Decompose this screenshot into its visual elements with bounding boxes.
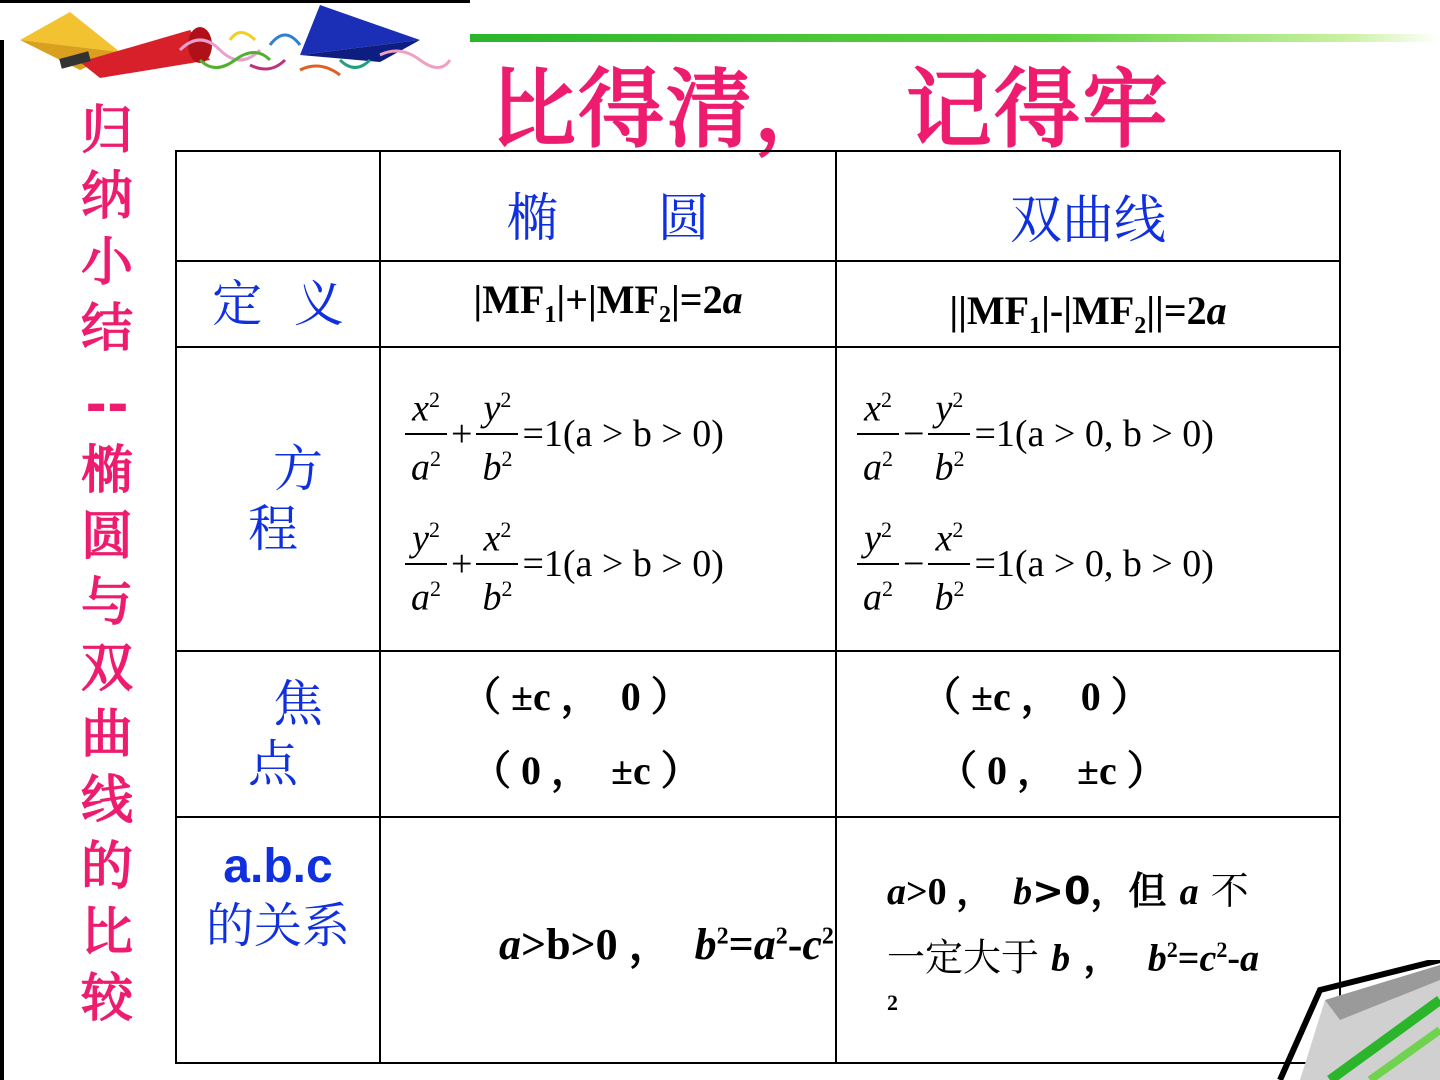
ellipse-equation-1: $\frac{x^2}{a^2}$ + $\frac{y^2}{b^2}$ =1(a > b > 0) xyxy=(401,369,835,499)
left-border-line xyxy=(0,40,4,1080)
comparison-table xyxy=(175,150,1341,1064)
relation-label-line1: a.b.c xyxy=(223,840,333,893)
side-title-char: 曲 xyxy=(80,705,133,765)
equation-hyperbola xyxy=(836,347,1340,651)
definition-label: 定 义 xyxy=(176,261,380,347)
side-title-char: 结 xyxy=(80,299,133,359)
relation-hyperbola-line2: 一定大于 b ， $b^2=c^2-a$ xyxy=(887,935,1259,980)
focus-label-line2: 点 xyxy=(248,735,298,793)
focus-hyperbola xyxy=(836,651,1340,817)
hyperbola-equation-1: $\frac{x^2}{a^2}$ − $\frac{y^2}{b^2}$ =1(a > 0, b > 0) xyxy=(853,369,1339,499)
table-row xyxy=(176,151,1340,261)
side-title-char: 归 xyxy=(80,101,133,161)
equation-label-line1: 方 xyxy=(273,440,323,498)
side-title-char: 的 xyxy=(80,837,133,897)
ellipse-equation-2: $\frac{y^2}{a^2}$ + $\frac{x^2}{b^2}$ =1(a > b > 0) xyxy=(401,499,835,629)
relation-ellipse: a>b>0 ， $b^2=a^2-c^2$ xyxy=(380,817,836,1063)
header-ellipse: 椭 圆 xyxy=(380,151,836,261)
focus-hyperbola-1: （ ±c ， 0 ） xyxy=(921,674,1151,719)
focus-ellipse-2: （ 0 ， ±c ） xyxy=(471,748,701,793)
page-curl-decoration-icon xyxy=(1270,960,1440,1080)
relation-hyperbola xyxy=(836,817,1340,1063)
side-title xyxy=(76,98,138,1032)
table-row xyxy=(176,651,1340,817)
focus-ellipse-1: （ ±c ， 0 ） xyxy=(461,674,691,719)
side-title-char: 线 xyxy=(80,771,133,831)
party-horn-decoration-icon xyxy=(0,0,470,90)
equation-label xyxy=(176,347,380,651)
table-row xyxy=(176,261,1340,347)
side-title-char: -- xyxy=(85,375,129,435)
side-title-char: 双 xyxy=(80,639,133,699)
relation-label xyxy=(176,817,380,1063)
side-title-char: 纳 xyxy=(80,167,133,227)
table-row xyxy=(176,347,1340,651)
page-title: 比得清， 记得牢 xyxy=(490,60,1170,160)
equation-label-line2: 程 xyxy=(248,500,298,558)
equation-ellipse xyxy=(380,347,836,651)
focus-label-line1: 焦 xyxy=(273,675,323,733)
side-title-char: 圆 xyxy=(80,507,133,567)
relation-hyperbola-line1: a>0 ， b>0，但 a 不 xyxy=(887,869,1249,913)
side-title-char: 比 xyxy=(80,903,133,963)
focus-label xyxy=(176,651,380,817)
focus-hyperbola-2: （ 0 ， ±c ） xyxy=(937,748,1167,793)
side-title-char: 较 xyxy=(80,969,133,1029)
relation-label-line2: 的关系 xyxy=(205,898,350,954)
hyperbola-equation-2: $\frac{y^2}{a^2}$ − $\frac{x^2}{b^2}$ =1(a > 0, b > 0) xyxy=(853,499,1339,629)
relation-hyperbola-line3: 2 xyxy=(887,989,898,1015)
table-row xyxy=(176,817,1340,1063)
side-title-char: 小 xyxy=(80,233,133,293)
header-hyperbola: 双曲线 xyxy=(836,151,1340,261)
side-title-char: 椭 xyxy=(80,441,133,501)
definition-hyperbola: $||MF_1|-|MF_2||=2a$ xyxy=(836,261,1340,347)
focus-ellipse xyxy=(380,651,836,817)
definition-ellipse: $|MF_1|+|MF_2|=2a$ xyxy=(380,261,836,347)
table-corner-cell xyxy=(176,151,380,261)
side-title-char: 与 xyxy=(80,573,133,633)
